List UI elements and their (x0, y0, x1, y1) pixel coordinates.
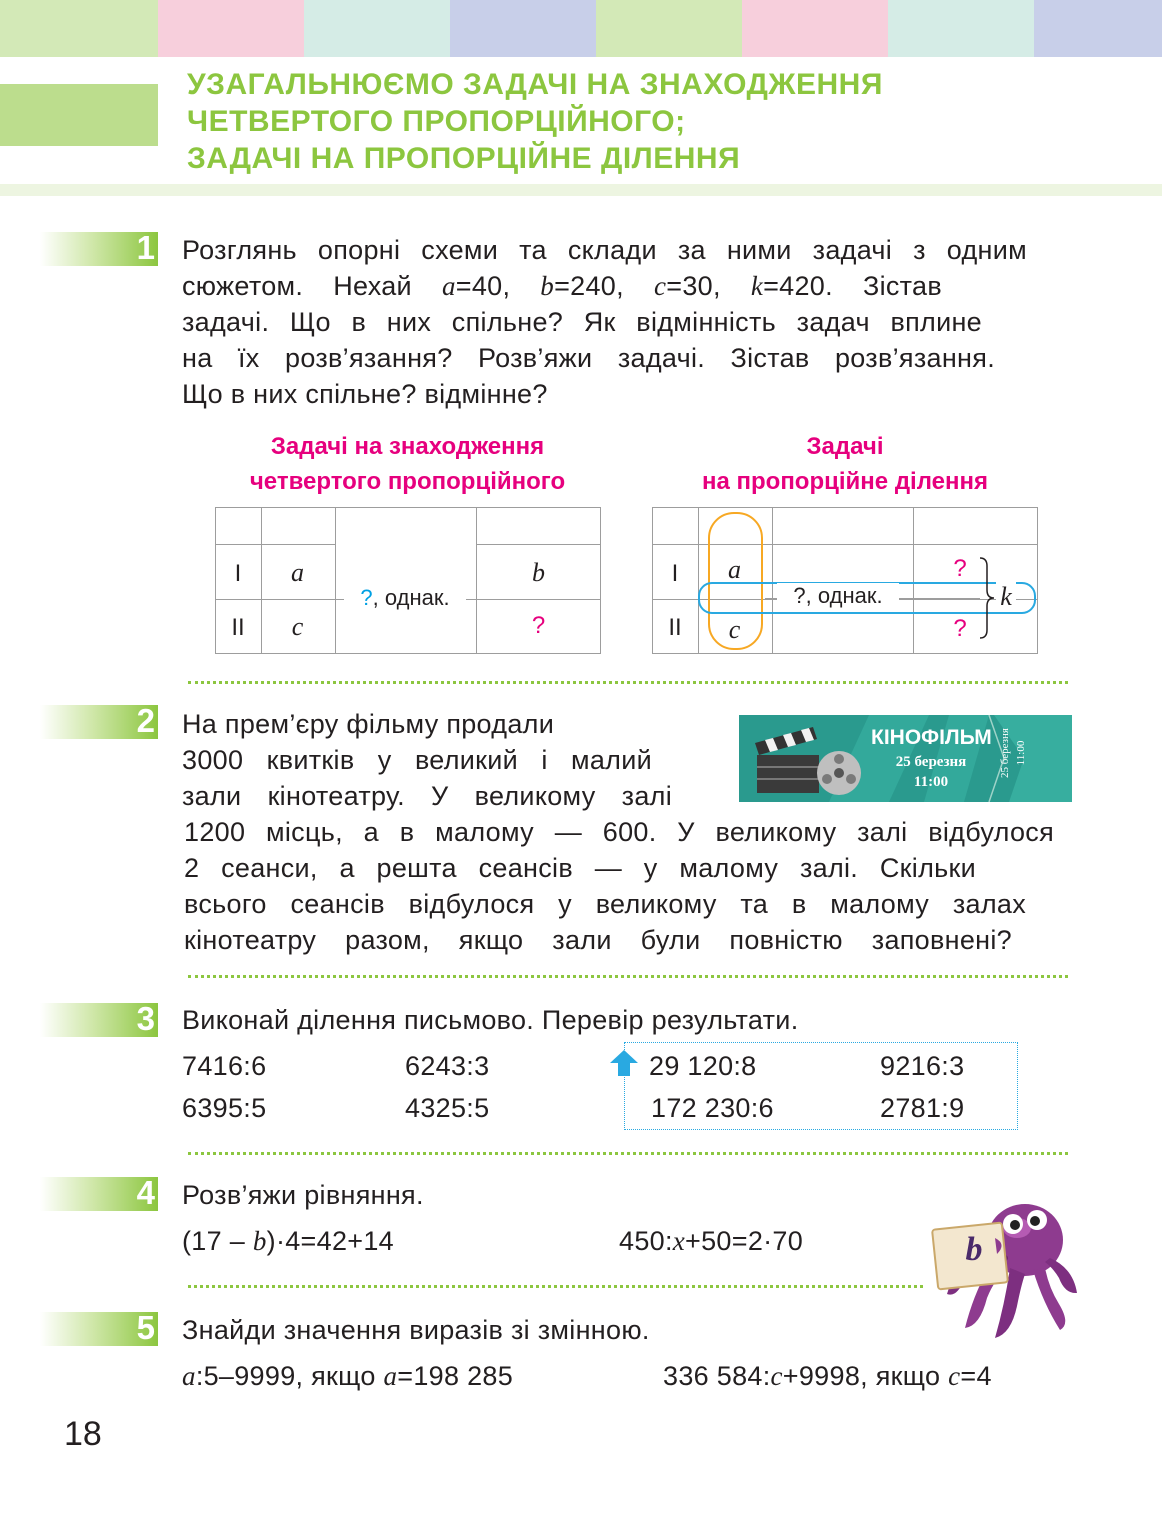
scheme-right-title: Задачі на пропорційне ділення (701, 433, 988, 495)
scheme-left-row-1-label: I (234, 560, 242, 587)
scheme-left-a: a (291, 558, 304, 587)
task-1-number: 1 (136, 229, 155, 266)
task-5-number: 5 (136, 1309, 155, 1346)
task-5-expression-2: 336 584:c+9998, якщо c=4 (663, 1361, 992, 1391)
clapperboard-icon (747, 721, 867, 799)
scheme-left-b: b (532, 558, 545, 587)
task-5-expression-1: a:5–9999, якщо a=198 285 (182, 1361, 514, 1391)
task-3-expr-1-2: 6395:5 (182, 1093, 267, 1123)
scheme-right-a: a (728, 555, 741, 584)
scheme-right-c: c (728, 615, 741, 644)
ticket-title: КІНОФІЛЬМ (871, 726, 992, 749)
task-3-expr-1-1: 7416:6 (182, 1051, 267, 1081)
octopus-mascot-icon (925, 1198, 1080, 1343)
task-1-line-3: задачі. Що в них спільне? Як відмінність задач вплине (182, 307, 982, 337)
task-5-marker (40, 1309, 158, 1346)
task-3-expr-2-1: 6243:3 (405, 1051, 490, 1081)
task-2-line-1: На прем’єру фільму продали (182, 709, 555, 739)
cinema-ticket (739, 715, 1072, 802)
task-2-number: 2 (136, 702, 155, 739)
ticket-time: 11:00 (913, 774, 949, 790)
task-5-text: Знайди значення виразів зі змінною. (182, 1315, 650, 1345)
task-1-line-2: сюжетом. Нехай a=40, b=240, c=30, k=420. Зістав (182, 271, 942, 301)
task-3-expr-4-2: 2781:9 (880, 1093, 965, 1123)
scheme-left-unknown: ? (531, 612, 546, 639)
task-4-equation-2: 450:x+50=2·70 (619, 1226, 804, 1256)
task-4-equation-1: (17 – b)·4=42+14 (182, 1226, 394, 1256)
task-4-text: Розв’яжи рівняння. (182, 1180, 424, 1210)
task-1-line-1: Розглянь опорні схеми та склади за ними задачі з одним (182, 235, 1027, 265)
task-2-line-5: 2 сеанси, а решта сеансів — у малому залі. Скільки (184, 853, 976, 883)
top-color-strip (0, 0, 1162, 57)
ticket-stub: 25 березня (999, 728, 1011, 778)
scheme-right-k: k (996, 582, 1016, 612)
separator-2 (188, 975, 1068, 978)
scheme-right-row-2-label: II (668, 614, 682, 641)
task-3-expr-3-2: 172 230:6 (651, 1093, 774, 1123)
task-3-marker (40, 1000, 158, 1037)
task-1-line-5: Що в них спільне? відмінне? (182, 379, 548, 409)
task-1-marker (40, 229, 158, 266)
separator-4 (188, 1285, 923, 1288)
task-2-line-2: 3000 квитків у великий і малий (182, 745, 652, 775)
separator-1 (188, 681, 1068, 684)
page-number: 18 (64, 1415, 102, 1453)
scheme-left-middle-label: ?, однак. (344, 585, 466, 611)
scheme-right-middle-label: ?, однак. (777, 583, 899, 609)
task-1-line-4: на їх розв’язання? Розв’яжи задачі. Зістав розв’язання. (182, 343, 995, 373)
task-3-expr-3-1: 29 120:8 (649, 1051, 757, 1081)
task-4-number: 4 (136, 1174, 155, 1211)
ticket-date: 25 березня (895, 754, 967, 770)
scheme-right-row-1-label: I (671, 560, 679, 587)
separator-3 (188, 1152, 1068, 1155)
task-3-expr-2-2: 4325:5 (405, 1093, 490, 1123)
scheme-left-row-2-label: II (231, 614, 245, 641)
task-4-marker (40, 1174, 158, 1211)
task-3-expr-4-1: 9216:3 (880, 1051, 965, 1081)
scheme-right-unknown-1: ? (953, 555, 967, 582)
task-2-line-3: зали кінотеатру. У великому залі (182, 781, 672, 811)
ticket-stub-time: 11:00 (1015, 740, 1027, 766)
task-2-line-7: кінотеатру разом, якщо зали були повністю заповнені? (184, 925, 1012, 955)
octopus-card-letter: b (965, 1231, 983, 1268)
header-underline (0, 184, 1162, 196)
scheme-right-unknown-2: ? (953, 615, 967, 642)
scheme-left-title: Задачі на знаходження четвертого пропорційного (249, 433, 566, 495)
scheme-left-c: c (291, 612, 304, 641)
difficulty-up-arrow-icon (610, 1050, 638, 1078)
task-2-line-4: 1200 місць, а в малому — 600. У великому залі відбулося (184, 817, 1054, 847)
task-2-marker (40, 702, 158, 739)
task-3-number: 3 (136, 1000, 155, 1037)
task-3-text: Виконай ділення письмово. Перевір результати. (182, 1005, 799, 1035)
header-accent-bar (0, 84, 158, 146)
task-2-line-6: всього сеансів відбулося у великому та в малому залах (184, 889, 1026, 919)
page-title: УЗАГАЛЬНЮЄМО ЗАДАЧІ НА ЗНАХОДЖЕННЯ ЧЕТВЕРТОГО ПРОПОРЦІЙНОГО; ЗАДАЧІ НА ПРОПОРЦІЙНЕ ДІЛЕННЯ (187, 68, 883, 175)
